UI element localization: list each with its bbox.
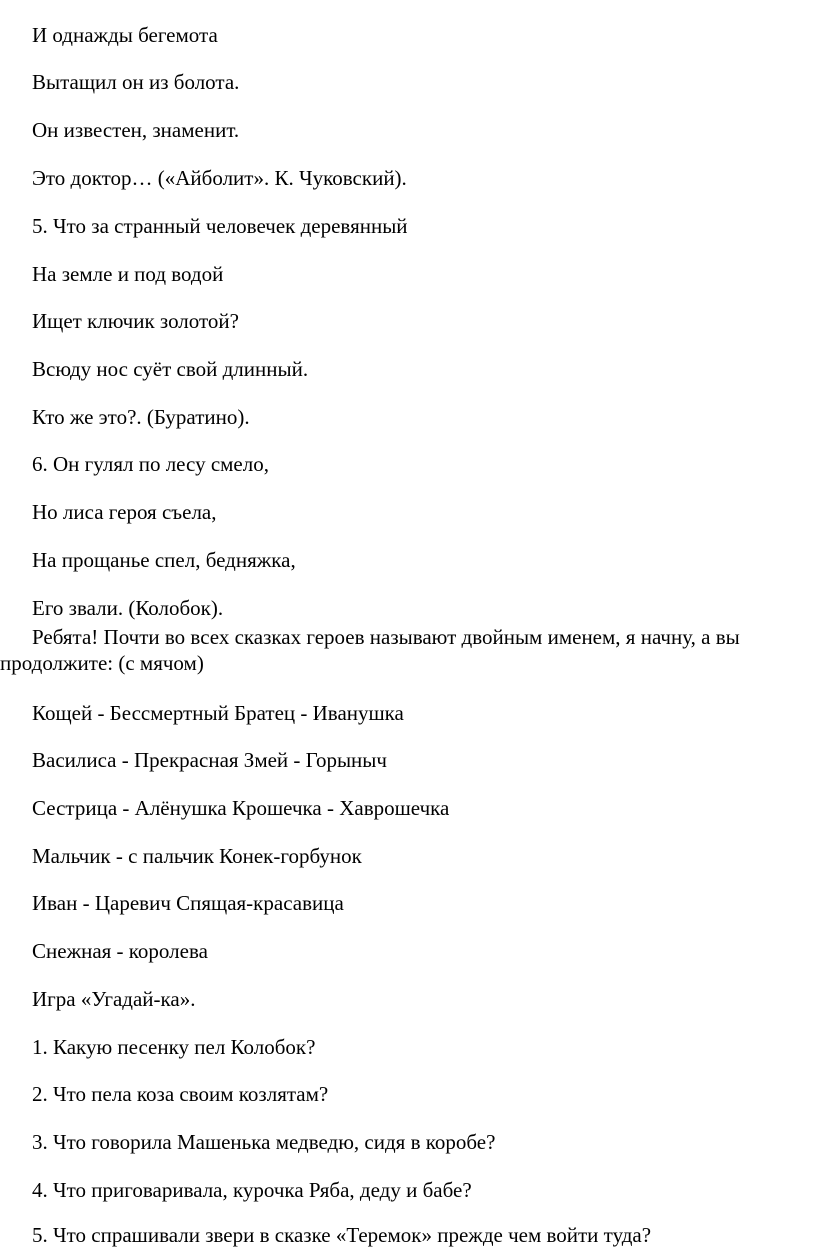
text-line: Это доктор… («Айболит». К. Чуковский).: [32, 166, 407, 190]
text-line: 6. Он гулял по лесу смело,: [32, 452, 269, 476]
text-line: Он известен, знаменит.: [32, 118, 240, 142]
text-line: 5. Что за странный человечек деревянный: [32, 214, 408, 238]
question-line: 5. Что спрашивали звери в сказке «Теремок» прежде чем войти туда?: [32, 1223, 652, 1247]
name-pair-line: Снежная - королева: [32, 939, 208, 963]
question-line: 2. Что пела коза своим козлятам?: [32, 1082, 329, 1106]
text-line: Вытащил он из болота.: [32, 70, 240, 94]
name-pair-line: Кощей - Бессмертный Братец - Иванушка: [32, 701, 404, 725]
text-line: И однажды бегемота: [32, 23, 218, 47]
name-pair-line: Сестрица - Алёнушка Крошечка - Хаврошечка: [32, 796, 450, 820]
name-pair-line: Василиса - Прекрасная Змей - Горыныч: [32, 748, 387, 772]
question-line: 3. Что говорила Машенька медведю, сидя в коробе?: [32, 1130, 496, 1154]
question-line: 1. Какую песенку пел Колобок?: [32, 1035, 316, 1059]
text-line: Его звали. (Колобок).: [32, 596, 224, 620]
text-line: На прощанье спел, бедняжка,: [32, 548, 296, 572]
text-line: Ищет ключик золотой?: [32, 309, 239, 333]
name-pair-line: Мальчик - с пальчик Конек-горбунок: [32, 844, 362, 868]
question-line: 4. Что приговаривала, курочка Ряба, деду и бабе?: [32, 1178, 472, 1202]
text-line: Всюду нос суёт свой длинный.: [32, 357, 309, 381]
text-line: Но лиса героя съела,: [32, 500, 217, 524]
game-title: Игра «Угадай-ка».: [32, 987, 196, 1011]
intro-paragraph: Ребята! Почти во всех сказках героев называют двойным именем, я начну, а вы продолжите: (с мячом): [0, 625, 740, 675]
name-pair-line: Иван - Царевич Спящая-красавица: [32, 891, 344, 915]
text-line: На земле и под водой: [32, 262, 224, 286]
text-line: Кто же это?. (Буратино).: [32, 405, 250, 429]
